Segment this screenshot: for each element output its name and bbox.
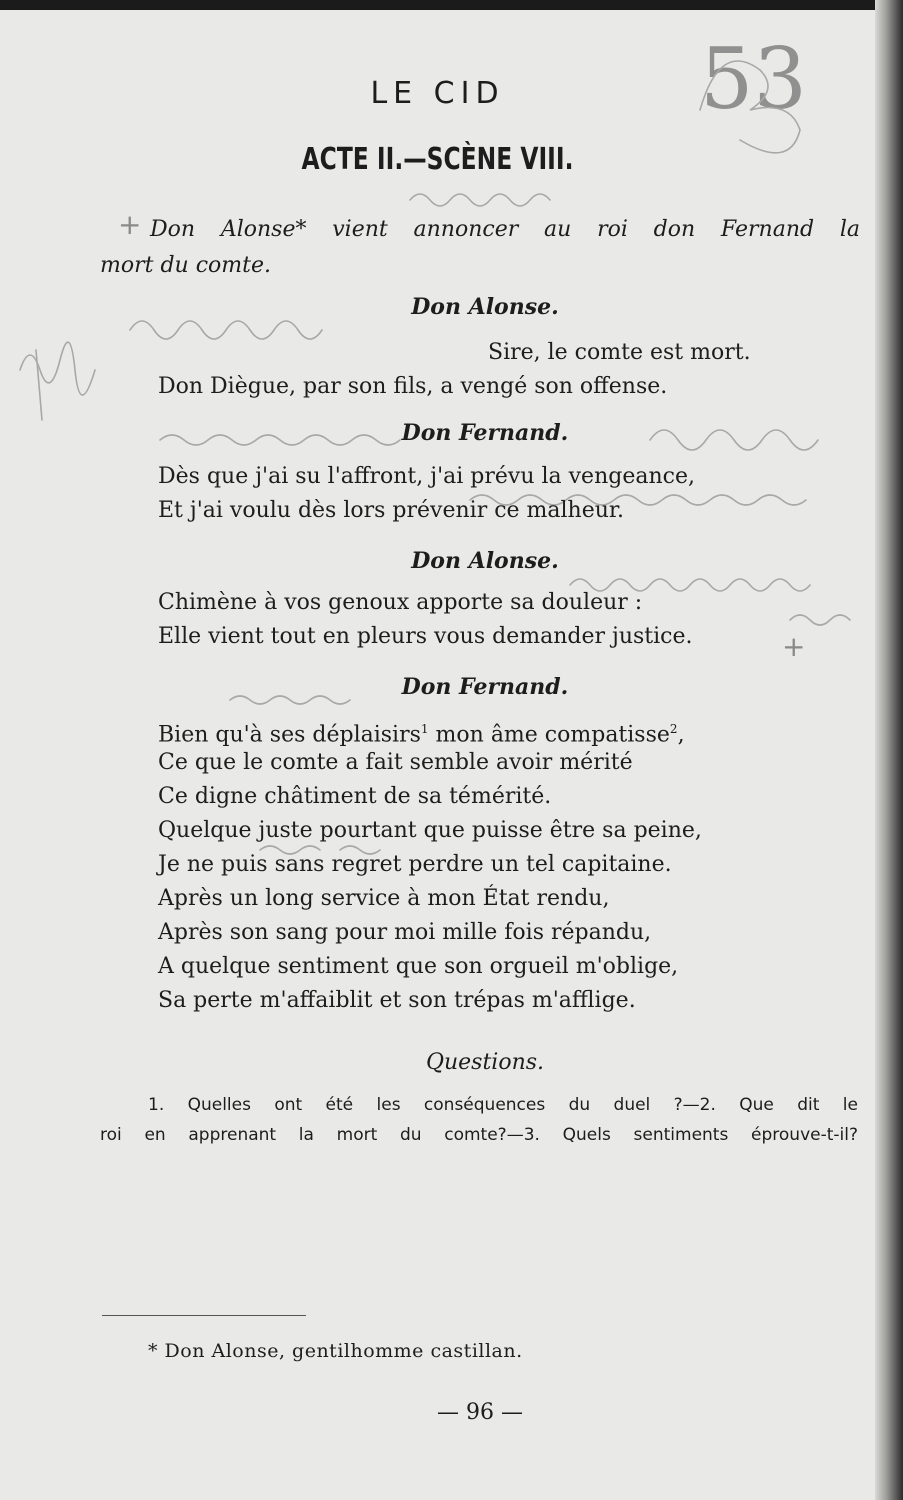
verse-line: Quelque juste pourtant que puisse être sa peine, [158,818,702,843]
note-reference: 2 [669,722,678,736]
annotation-scribble-1 [410,194,550,206]
verse-line: Après un long service à mon État rendu, [158,886,610,911]
verse-line: Dès que j'ai su l'affront, j'ai prévu la vengeance, [158,464,695,489]
scan-right-edge [875,0,903,1500]
annotation-scribble-2 [130,321,322,339]
question-line: 1. Quelles ont été les conséquences du duel ?—2. Que dit le [148,1095,858,1115]
annotation-scribble-7 [790,615,850,625]
stage-direction-line: Don Alonse* vient annoncer au roi don Fernand la [150,217,860,242]
stage-direction-line: mort du comte. [100,253,271,278]
running-head: LE CID [370,76,505,111]
verse-line: Sire, le comte est mort. [488,340,751,365]
verse-line: Ce que le comte a fait semble avoir mérité [158,750,633,775]
footnote: * Don Alonse, gentilhomme castillan. [148,1340,523,1362]
verse-line: Ce digne châtiment de sa témérité. [158,784,552,809]
verse-line: Don Diègue, par son fils, a vengé son offense. [158,374,668,399]
verse-line: Chimène à vos genoux apporte sa douleur : [158,590,643,615]
margin-cross-mark: + [118,208,142,241]
verse-line: A quelque sentiment que son orgueil m'oblige, [158,954,679,979]
verse-line: Après son sang pour moi mille fois répandu, [158,920,652,945]
page-number: — 96 — [437,1400,523,1425]
note-reference: 1 [420,722,429,736]
footnote-rule [102,1315,306,1316]
margin-cross-mark: + [782,630,806,663]
handwritten-page-number: 53 [700,30,807,128]
question-line: roi en apprenant la mort du comte?—3. Quels sentiments éprouve-t-il? [100,1125,858,1145]
verse-line-part: Bien qu'à ses déplaisirs [158,722,421,748]
verse-line: Et j'ai voulu dès lors prévenir ce malheur. [158,498,624,523]
questions-heading: Questions. [425,1050,545,1075]
verse-line: Sa perte m'affaiblit et son trépas m'afflige. [158,988,636,1013]
verse-line: Elle vient tout en pleurs vous demander justice. [158,624,693,649]
speaker-name: Don Alonse. [411,294,559,320]
verse-line-part: mon âme compatisse [435,722,670,748]
annotation-scribble-margin [20,342,95,395]
speaker-name: Don Alonse. [411,548,559,574]
annotation-stroke-margin [36,350,42,420]
verse-line: Je ne puis sans regret perdre un tel capitaine. [158,852,672,877]
verse-punctuation: , [677,722,685,748]
speaker-name: Don Fernand. [401,674,569,700]
scene-title: ACTE II.—SCÈNE VIII. [301,142,574,177]
speaker-name: Don Fernand. [401,420,569,446]
